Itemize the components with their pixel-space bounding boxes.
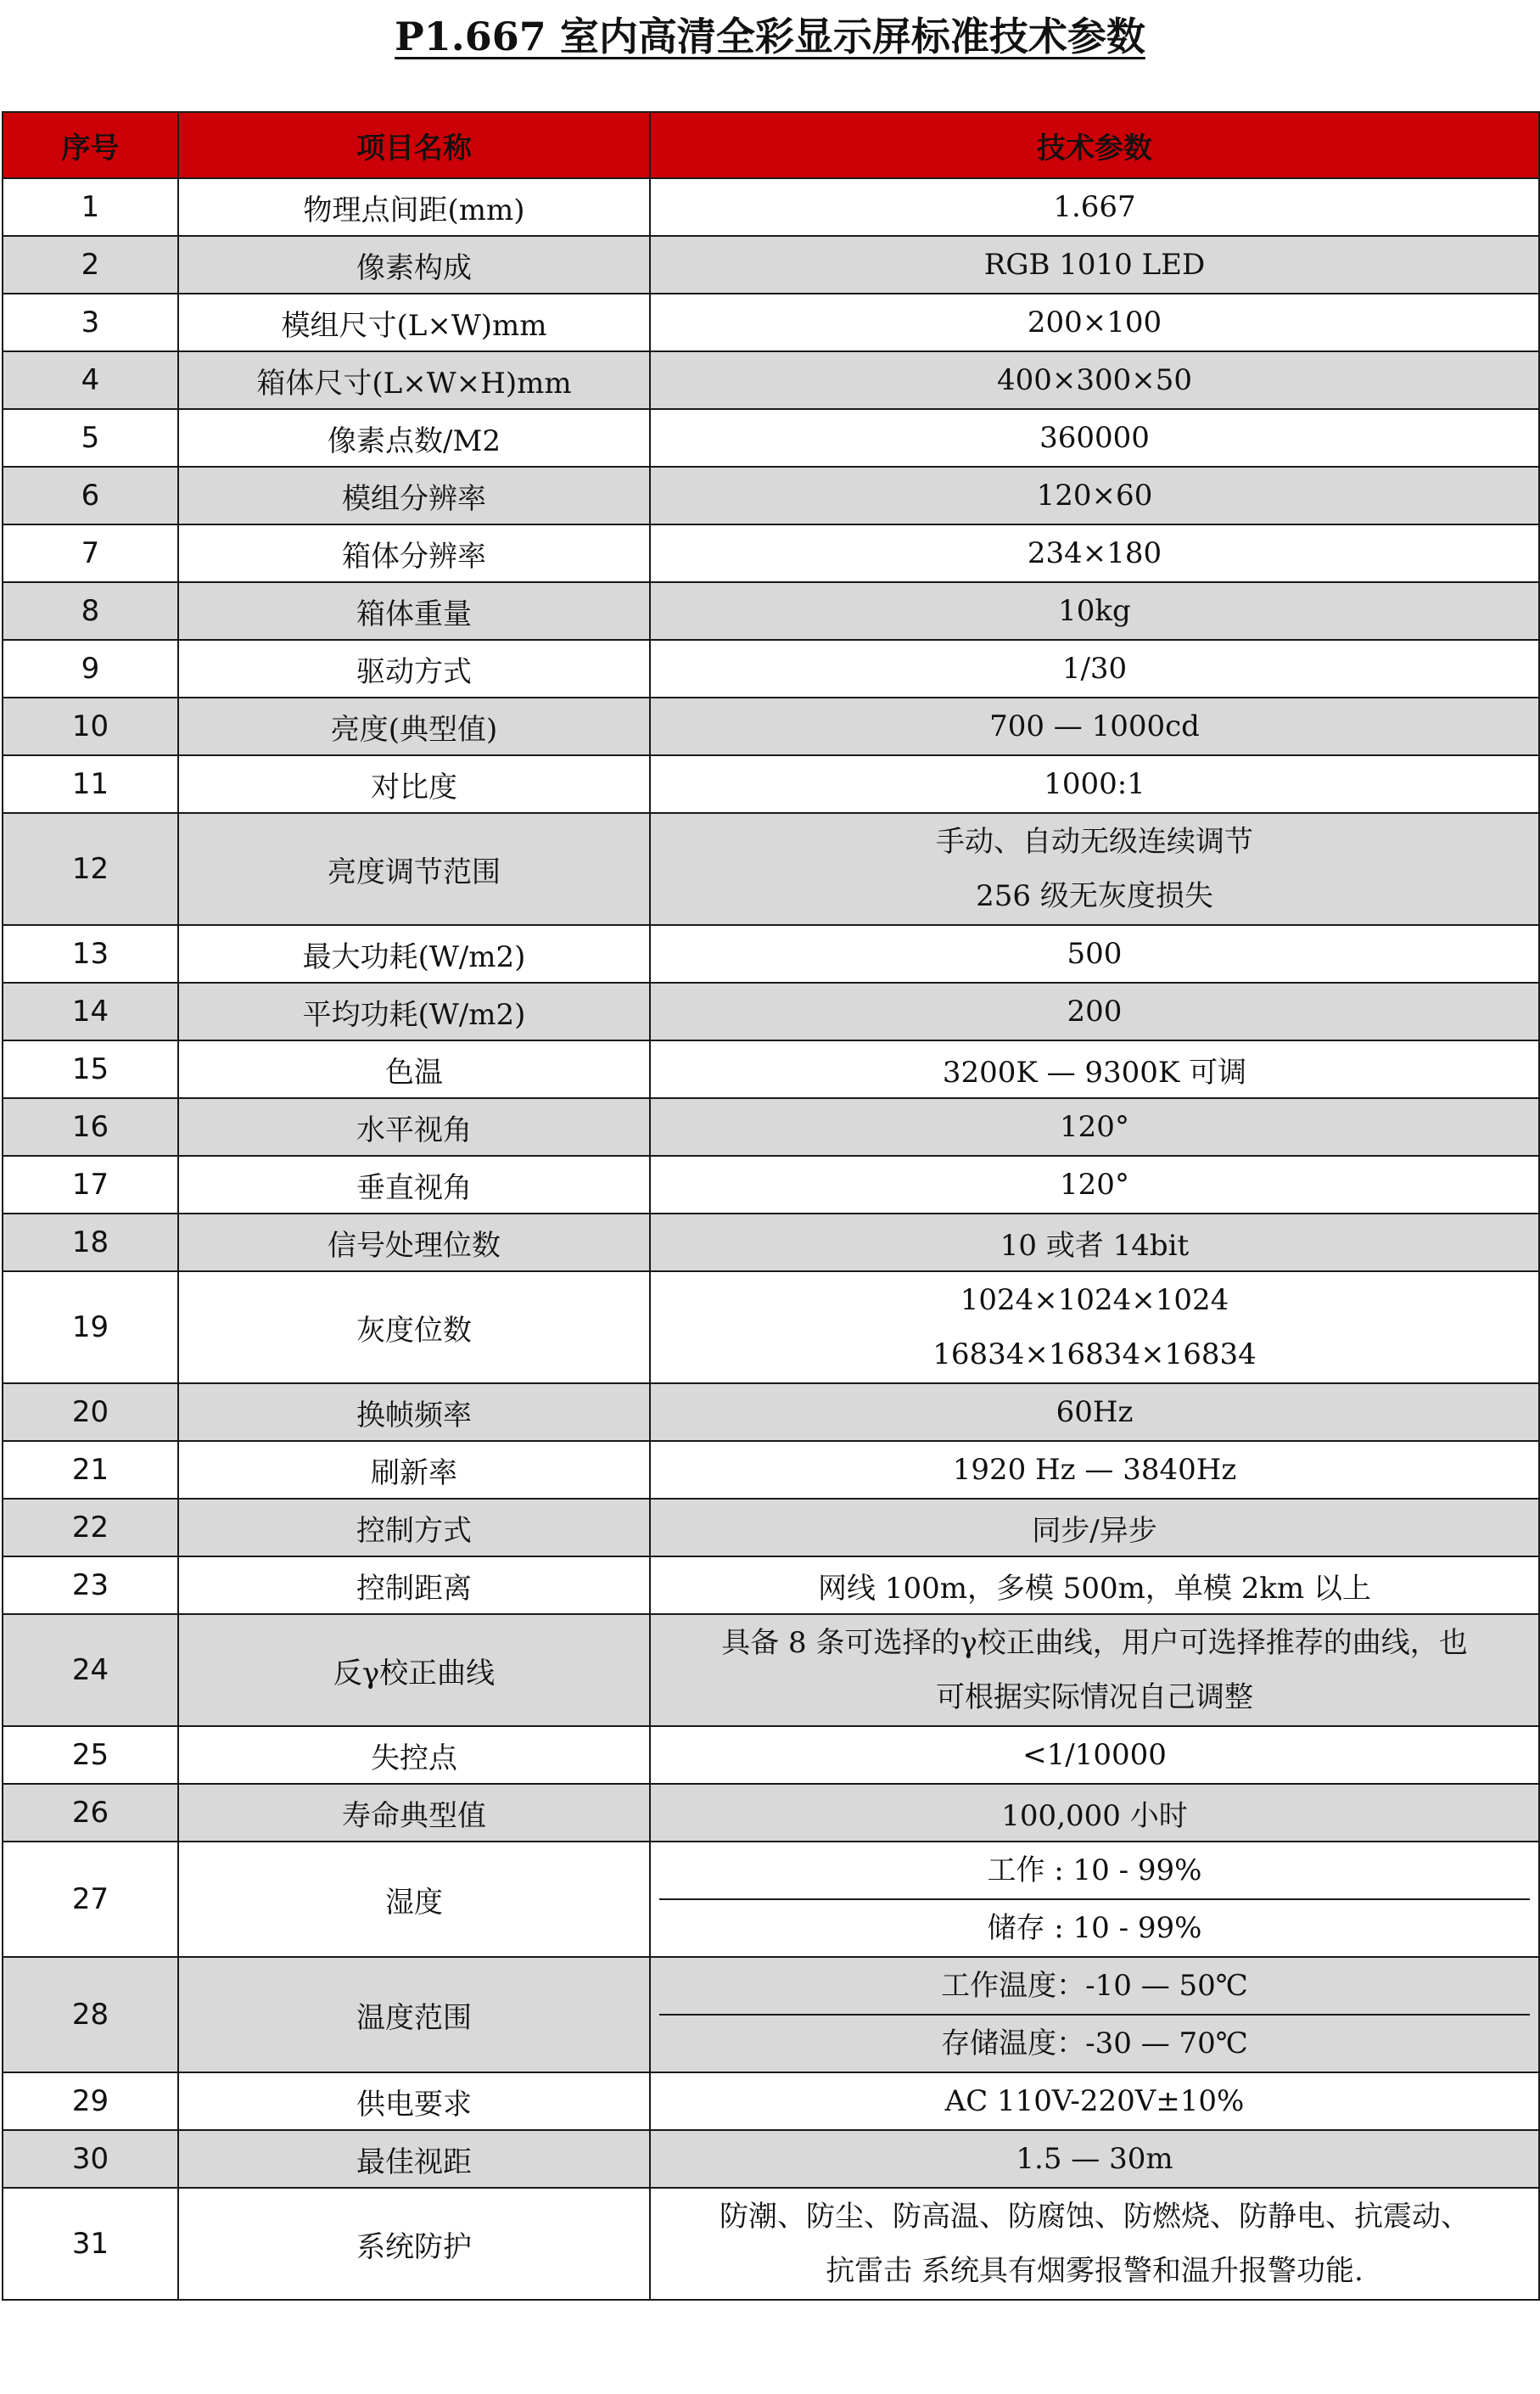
row-param: 60Hz xyxy=(650,1383,1539,1441)
row-item: 系统防护 xyxy=(178,2188,650,2300)
header-no: 序号 xyxy=(3,112,178,178)
row-param: 10kg xyxy=(650,582,1539,640)
row-param: 500 xyxy=(650,925,1539,983)
row-item: 控制距离 xyxy=(178,1556,650,1614)
row-item: 寿命典型值 xyxy=(178,1784,650,1842)
table-row xyxy=(3,1614,1539,1726)
table-row xyxy=(3,755,1539,813)
table-header-row xyxy=(3,112,1539,178)
row-param: 700 — 1000cd xyxy=(650,698,1539,755)
row-param-line: 储存 : 10 - 99% xyxy=(659,1898,1530,1956)
row-no: 8 xyxy=(3,582,178,640)
table-row xyxy=(3,1441,1539,1499)
row-no: 10 xyxy=(3,698,178,755)
table-row xyxy=(3,1957,1539,2072)
table-row xyxy=(3,582,1539,640)
row-param-line: 16834×16834×16834 xyxy=(932,1337,1257,1371)
row-item: 像素点数/M2 xyxy=(178,409,650,467)
row-no: 6 xyxy=(3,467,178,524)
header-item: 项目名称 xyxy=(178,112,650,178)
table-row xyxy=(3,1271,1539,1383)
row-param-line: 1024×1024×1024 xyxy=(960,1283,1229,1317)
table-row xyxy=(3,1499,1539,1556)
row-param: 1.667 xyxy=(650,178,1539,236)
row-item: 供电要求 xyxy=(178,2072,650,2130)
row-param-line: 抗雷击 系统具有烟雾报警和温升报警功能. xyxy=(826,2254,1364,2288)
table-row xyxy=(3,178,1539,236)
row-no: 27 xyxy=(3,1842,178,1957)
page-title: P1.667 室内高清全彩显示屏标准技术参数 xyxy=(395,14,1145,59)
row-param xyxy=(650,1271,1539,1383)
row-param: 10 或者 14bit xyxy=(650,1214,1539,1271)
row-param-line: 256 级无灰度损失 xyxy=(976,879,1213,913)
row-no: 15 xyxy=(3,1040,178,1098)
header-param: 技术参数 xyxy=(650,112,1539,178)
row-no: 2 xyxy=(3,236,178,294)
row-param: 1000:1 xyxy=(650,755,1539,813)
row-item: 失控点 xyxy=(178,1726,650,1784)
row-param-line: 具备 8 条可选择的γ校正曲线，用户可选择推荐的曲线，也 xyxy=(721,1626,1468,1660)
row-no: 4 xyxy=(3,351,178,409)
row-param xyxy=(650,813,1539,925)
row-no: 19 xyxy=(3,1271,178,1383)
row-param-line: 工作 : 10 - 99% xyxy=(987,1853,1202,1887)
row-no: 29 xyxy=(3,2072,178,2130)
row-item: 最大功耗(W/m2) xyxy=(178,925,650,983)
table-row xyxy=(3,351,1539,409)
row-no: 7 xyxy=(3,524,178,582)
row-param: 3200K — 9300K 可调 xyxy=(650,1040,1539,1098)
row-param: 200×100 xyxy=(650,294,1539,351)
row-param: RGB 1010 LED xyxy=(650,236,1539,294)
row-no: 25 xyxy=(3,1726,178,1784)
row-item: 箱体重量 xyxy=(178,582,650,640)
row-param: <1/10000 xyxy=(650,1726,1539,1784)
table-row xyxy=(3,813,1539,925)
row-param: 360000 xyxy=(650,409,1539,467)
row-no: 12 xyxy=(3,813,178,925)
row-param: 120° xyxy=(650,1156,1539,1214)
row-item: 物理点间距(mm) xyxy=(178,178,650,236)
row-param: 400×300×50 xyxy=(650,351,1539,409)
row-param-line: 工作温度：-10 — 50℃ xyxy=(941,1969,1248,2003)
row-item: 信号处理位数 xyxy=(178,1214,650,1271)
row-param: 1.5 — 30m xyxy=(650,2130,1539,2188)
row-param: 同步/异步 xyxy=(650,1499,1539,1556)
row-item: 水平视角 xyxy=(178,1098,650,1156)
row-no: 22 xyxy=(3,1499,178,1556)
row-item: 驱动方式 xyxy=(178,640,650,698)
row-item: 湿度 xyxy=(178,1842,650,1957)
row-param: 120° xyxy=(650,1098,1539,1156)
row-param-line: 防潮、防尘、防高温、防腐蚀、防燃烧、防静电、抗震动、 xyxy=(720,2200,1470,2234)
row-no: 28 xyxy=(3,1957,178,2072)
row-no: 3 xyxy=(3,294,178,351)
row-param: 200 xyxy=(650,983,1539,1040)
table-row xyxy=(3,698,1539,755)
row-param xyxy=(650,1957,1539,2072)
row-no: 16 xyxy=(3,1098,178,1156)
row-no: 1 xyxy=(3,178,178,236)
row-item: 像素构成 xyxy=(178,236,650,294)
row-param: 100,000 小时 xyxy=(650,1784,1539,1842)
table-row xyxy=(3,2130,1539,2188)
spec-table xyxy=(2,111,1540,2301)
row-no: 30 xyxy=(3,2130,178,2188)
row-item: 箱体尺寸(L×W×H)mm xyxy=(178,351,650,409)
table-row xyxy=(3,294,1539,351)
table-row xyxy=(3,467,1539,524)
row-item: 换帧频率 xyxy=(178,1383,650,1441)
row-item: 色温 xyxy=(178,1040,650,1098)
row-no: 9 xyxy=(3,640,178,698)
row-param: 234×180 xyxy=(650,524,1539,582)
row-no: 5 xyxy=(3,409,178,467)
table-row xyxy=(3,1784,1539,1842)
row-param-line: 手动、自动无级连续调节 xyxy=(936,825,1253,859)
table-row xyxy=(3,1214,1539,1271)
table-row xyxy=(3,983,1539,1040)
row-item: 反γ校正曲线 xyxy=(178,1614,650,1726)
row-param: 1/30 xyxy=(650,640,1539,698)
row-no: 14 xyxy=(3,983,178,1040)
row-item: 最佳视距 xyxy=(178,2130,650,2188)
row-param-line: 可根据实际情况自己调整 xyxy=(936,1680,1253,1714)
row-item: 控制方式 xyxy=(178,1499,650,1556)
row-item: 刷新率 xyxy=(178,1441,650,1499)
row-item: 箱体分辨率 xyxy=(178,524,650,582)
row-item: 模组分辨率 xyxy=(178,467,650,524)
row-param: 1920 Hz — 3840Hz xyxy=(650,1441,1539,1499)
row-param: 120×60 xyxy=(650,467,1539,524)
row-no: 31 xyxy=(3,2188,178,2300)
table-row xyxy=(3,2072,1539,2130)
row-item: 垂直视角 xyxy=(178,1156,650,1214)
table-row xyxy=(3,236,1539,294)
row-no: 21 xyxy=(3,1441,178,1499)
row-no: 13 xyxy=(3,925,178,983)
table-row xyxy=(3,524,1539,582)
row-param: 网线 100m，多模 500m，单模 2km 以上 xyxy=(650,1556,1539,1614)
row-item: 亮度调节范围 xyxy=(178,813,650,925)
table-row xyxy=(3,2188,1539,2300)
row-item: 亮度(典型值) xyxy=(178,698,650,755)
row-no: 26 xyxy=(3,1784,178,1842)
table-row xyxy=(3,1040,1539,1098)
table-row xyxy=(3,1726,1539,1784)
row-param xyxy=(650,1842,1539,1957)
row-no: 11 xyxy=(3,755,178,813)
row-item: 对比度 xyxy=(178,755,650,813)
row-no: 20 xyxy=(3,1383,178,1441)
table-row xyxy=(3,1156,1539,1214)
table-row xyxy=(3,409,1539,467)
table-row xyxy=(3,640,1539,698)
row-param-line: 存储温度：-30 — 70℃ xyxy=(659,2014,1530,2072)
table-row xyxy=(3,1842,1539,1957)
row-no: 24 xyxy=(3,1614,178,1726)
row-item: 温度范围 xyxy=(178,1957,650,2072)
table-row xyxy=(3,1098,1539,1156)
row-no: 23 xyxy=(3,1556,178,1614)
table-row xyxy=(3,1383,1539,1441)
row-param: AC 110V-220V±10% xyxy=(650,2072,1539,2130)
row-item: 平均功耗(W/m2) xyxy=(178,983,650,1040)
row-param xyxy=(650,2188,1539,2300)
row-item: 灰度位数 xyxy=(178,1271,650,1383)
table-row xyxy=(3,1556,1539,1614)
row-item: 模组尺寸(L×W)mm xyxy=(178,294,650,351)
row-no: 18 xyxy=(3,1214,178,1271)
table-row xyxy=(3,925,1539,983)
row-no: 17 xyxy=(3,1156,178,1214)
row-param xyxy=(650,1614,1539,1726)
